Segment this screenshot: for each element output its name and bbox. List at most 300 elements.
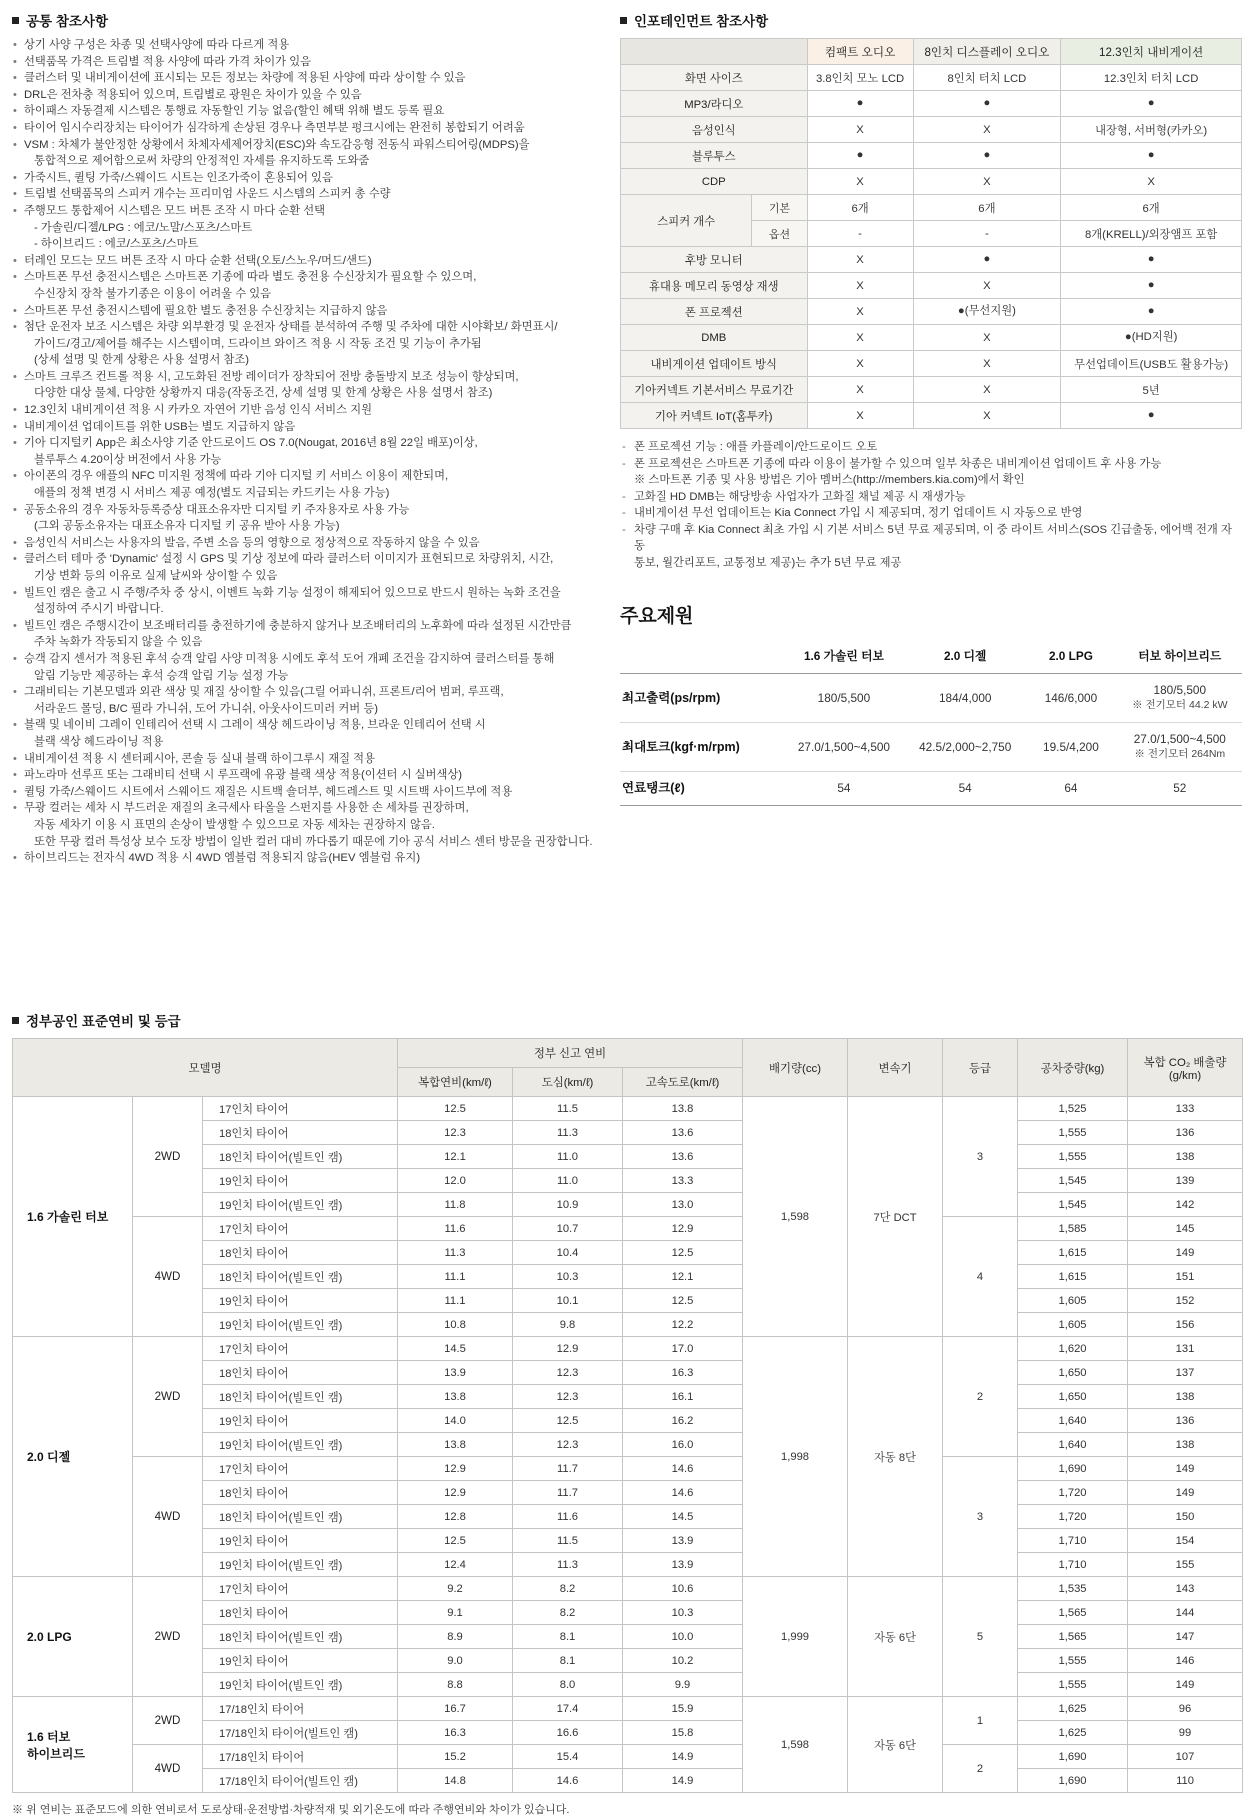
row-label: MP3/라디오 [621,91,808,117]
table-cell: ● [1061,143,1242,169]
displacement-cell: 1,598 [743,1697,848,1793]
table-cell-weight: 1,710 [1018,1529,1128,1553]
infotainment-note-item: - 폰 프로젝션은 스마트폰 기종에 따라 이용이 불가할 수 있으며 일부 차종은 내비게이션 업데이트 후 사용 가능 [620,456,1242,473]
common-note-item: • 내비게이션 적용 시 센터페시아, 콘솔 등 실내 블랙 하이그루시 재질 적용 [12,752,602,768]
table-cell-co2: 143 [1128,1577,1243,1601]
table-cell-highway: 12.5 [623,1241,743,1265]
table-cell: 내장형, 서버형(카카오) [1061,117,1242,143]
table-cell-tire: 17인치 타이어 [203,1097,398,1121]
table-cell-highway: 16.3 [623,1361,743,1385]
infotainment-note-item: 통보, 월간리포트, 교통정보 제공)는 추가 5년 무료 제공 [634,556,902,569]
table-cell-city: 8.1 [513,1625,623,1649]
grade-cell: 2 [943,1745,1018,1793]
table-cell-tire: 17인치 타이어 [203,1337,398,1361]
table-cell-co2: 139 [1128,1169,1243,1193]
drive-type-cell: 4WD [133,1217,203,1337]
common-note-item: • 스마트폰 무선 충전시스템에 필요한 별도 충전용 수신장치는 지급하지 않음 [12,304,602,320]
table-cell-combined: 9.2 [398,1577,513,1601]
table-cell-combined: 12.5 [398,1529,513,1553]
table-cell-tire: 19인치 타이어 [203,1409,398,1433]
table-cell-co2: 99 [1128,1721,1243,1745]
table-cell-tire: 17/18인치 타이어(빌트인 캠) [203,1769,398,1793]
table-cell-tire: 19인치 타이어(빌트인 캠) [203,1193,398,1217]
table-cell-tire: 18인치 타이어 [203,1481,398,1505]
table-cell-city: 11.5 [513,1529,623,1553]
grade-cell: 5 [943,1577,1018,1697]
common-note-item: • 주행모드 통합제어 시스템은 모드 버튼 조작 시 마다 순환 선택 [12,204,602,220]
table-cell-tire: 17인치 타이어 [203,1577,398,1601]
common-notes-heading [12,10,602,30]
table-header-row [621,39,1242,65]
table-cell-city: 8.2 [513,1601,623,1625]
table-cell-city: 12.9 [513,1337,623,1361]
common-note-item: • 하이패스 자동결제 시스템은 통행료 자동할인 기능 없음(할인 혜택 위해 별도 등록 필요 [12,104,602,120]
table-cell-weight: 1,690 [1018,1457,1128,1481]
table-cell-tire: 19인치 타이어 [203,1649,398,1673]
table-cell-tire: 19인치 타이어 [203,1289,398,1313]
table-cell-combined: 10.8 [398,1313,513,1337]
header-displacement: 배기량(cc) [743,1039,848,1097]
table-cell-co2: 145 [1128,1217,1243,1241]
table-cell-city: 17.4 [513,1697,623,1721]
header-transmission: 변속기 [848,1039,943,1097]
common-note-item: • 빌트인 캠은 주행시간이 보조배터리를 충전하기에 충분하지 않거나 보조배터리의 노후화에 따라 설정된 시간만큼 [12,619,602,635]
table-cell-highway: 13.9 [623,1553,743,1577]
infotainment-notes-list [620,439,1242,571]
grade-cell: 4 [943,1217,1018,1337]
table-cell: - [807,221,913,247]
table-cell-city: 11.3 [513,1553,623,1577]
table-cell: 27.0/1,500~4,500 [782,723,906,772]
table-cell-weight: 1,720 [1018,1481,1128,1505]
common-note-item: • 스마트 크루즈 컨트롤 적용 시, 고도화된 전방 레이더가 장착되어 전방 충돌방지 보조 성능이 향상되며, [12,370,602,386]
common-note-item: 가이드/경고/제어를 해주는 시스템이며, 드라이브 와이즈 적용 시 작동 조건 및 기능이 추가됨 [34,337,482,350]
table-row [621,351,1242,377]
table-cell: X [807,273,913,299]
common-note-item: • 첨단 운전자 보조 시스템은 차량 외부환경 및 운전자 상태를 분석하여 주행 및 주차에 대한 시야확보/ 화면표시/ [12,320,602,336]
table-cell-city: 11.6 [513,1505,623,1529]
row-label: 폰 프로젝션 [621,299,808,325]
spec-row-label: 최대토크(kgf·m/rpm) [620,723,782,772]
drive-type-cell: 2WD [133,1577,203,1697]
table-cell-city: 11.0 [513,1145,623,1169]
table-cell-tire: 19인치 타이어(빌트인 캠) [203,1433,398,1457]
table-cell: ● [807,91,913,117]
table-cell-combined: 16.7 [398,1697,513,1721]
table-cell-weight: 1,585 [1018,1217,1128,1241]
table-cell: X [807,299,913,325]
common-note-item: 서라운드 몰딩, B/C 필라 가니쉬, 도어 가니쉬, 아웃사이드미러 커버 등) [34,702,378,715]
common-notes-list [12,38,602,867]
spec-row-label: 최고출력(ps/rpm) [620,674,782,723]
table-cell-co2: 149 [1128,1673,1243,1697]
common-note-item: • 클러스터 테마 중 'Dynamic' 설정 시 GPS 및 기상 정보에 따라 클러스터 이미지가 표현되므로 차량위치, 시간, [12,552,602,568]
table-cell-combined: 15.2 [398,1745,513,1769]
table-cell-weight: 1,690 [1018,1769,1128,1793]
table-cell-weight: 1,605 [1018,1313,1128,1337]
table-row [621,273,1242,299]
drive-type-cell: 4WD [133,1745,203,1793]
row-label: 음성인식 [621,117,808,143]
table-cell: X [807,377,913,403]
table-cell-co2: 107 [1128,1745,1243,1769]
table-cell-weight: 1,545 [1018,1169,1128,1193]
infotainment-table-head [621,39,1242,65]
displacement-cell: 1,999 [743,1577,848,1697]
displacement-cell: 1,998 [743,1337,848,1577]
table-cell-co2: 136 [1128,1409,1243,1433]
grade-cell: 2 [943,1337,1018,1457]
drive-type-cell: 4WD [133,1457,203,1577]
main-spec-title: 주요제원 [620,606,694,627]
spec-header-lpg: 2.0 LPG [1024,638,1117,674]
table-cell-tire: 18인치 타이어 [203,1241,398,1265]
table-cell-co2: 144 [1128,1601,1243,1625]
table-cell: 54 [906,772,1024,806]
table-cell-co2: 110 [1128,1769,1243,1793]
header-8inch-display-audio: 8인치 디스플레이 오디오 [913,39,1061,65]
table-cell: ● [913,143,1061,169]
table-cell: X [913,351,1061,377]
common-note-item: 또한 무광 컬러 특성상 보수 도장 방법이 일반 컬러 대비 까다롭기 때문에 기아 공식 서비스 센터 방문을 권장합니다. [34,835,593,848]
common-note-item: • 빌트인 캠은 출고 시 주행/주차 중 상시, 이벤트 녹화 기능 설정이 해제되어 있으므로 반드시 원하는 녹화 조건을 [12,586,602,602]
table-cell-highway: 9.9 [623,1673,743,1697]
table-cell-weight: 1,625 [1018,1721,1128,1745]
table-cell-co2: 149 [1128,1457,1243,1481]
common-note-item: - 가솔린/디젤/LPG : 에코/노말/스포츠/스마트 [34,221,253,234]
table-cell-city: 10.4 [513,1241,623,1265]
table-cell: ● [1061,91,1242,117]
table-cell-highway: 14.9 [623,1745,743,1769]
transmission-cell: 자동 6단 [848,1697,943,1793]
table-cell: ● [1061,403,1242,429]
table-cell-tire: 18인치 타이어(빌트인 캠) [203,1385,398,1409]
table-cell-tire: 17/18인치 타이어 [203,1745,398,1769]
table-cell-tire: 18인치 타이어(빌트인 캠) [203,1145,398,1169]
infotainment-section [620,10,1242,806]
table-cell-highway: 12.1 [623,1265,743,1289]
common-note-item: • 음성인식 서비스는 사용자의 발음, 주변 소음 등의 영향으로 정상적으로 작동하지 않을 수 있음 [12,536,602,552]
common-note-item: • 클러스터 및 내비게이션에 표시되는 모든 정보는 차량에 적용된 사양에 따라 상이할 수 있음 [12,71,602,87]
table-cell-city: 11.7 [513,1481,623,1505]
table-cell: X [807,247,913,273]
table-cell-combined: 12.9 [398,1457,513,1481]
table-cell: 3.8인치 모노 LCD [807,65,913,91]
table-cell-weight: 1,640 [1018,1433,1128,1457]
table-cell: ● [913,91,1061,117]
header-grade: 등급 [943,1039,1018,1097]
table-cell-tire: 18인치 타이어 [203,1361,398,1385]
row-label: CDP [621,169,808,195]
table-cell-combined: 14.0 [398,1409,513,1433]
table-cell-combined: 12.0 [398,1169,513,1193]
fuel-table-head [13,1039,1243,1097]
table-cell: 54 [782,772,906,806]
table-row [621,325,1242,351]
table-cell-highway: 13.6 [623,1121,743,1145]
header-co2 [1128,1039,1243,1097]
table-row [621,403,1242,429]
table-cell-city: 15.4 [513,1745,623,1769]
table-header-row [13,1039,1243,1068]
table-cell-highway: 15.9 [623,1697,743,1721]
table-cell-combined: 13.9 [398,1361,513,1385]
common-note-item: 주차 녹화가 작동되지 않을 수 있음 [34,636,203,649]
row-label: 기아 커넥트 IoT(홈투카) [621,403,808,429]
row-label: 후방 모니터 [621,247,808,273]
fuel-economy-table [12,1038,1243,1793]
table-cell-weight: 1,720 [1018,1505,1128,1529]
infotainment-title: 인포테인먼트 참조사항 [634,14,769,29]
table-cell-city: 12.5 [513,1409,623,1433]
table-cell: ● [807,143,913,169]
common-note-item: 애플의 정책 변경 시 서비스 제공 예정(별도 지급되는 카드키는 사용 가능) [34,487,390,500]
table-cell-combined: 12.4 [398,1553,513,1577]
table-cell-co2: 147 [1128,1625,1243,1649]
table-cell-highway: 13.3 [623,1169,743,1193]
fuel-economy-title: 정부공인 표준연비 및 등급 [26,1014,181,1029]
model-name-cell: 1.6 터보 하이브리드 [13,1697,133,1793]
table-cell-city: 11.0 [513,1169,623,1193]
table-cell-highway: 12.2 [623,1313,743,1337]
common-note-item: • 무광 컬러는 세차 시 부드러운 재질의 초극세사 타올을 스펀지를 사용한 손 세차를 권장하며, [12,801,602,817]
common-note-item: • 퀼팅 가죽/스웨이드 시트에서 스웨이드 재질은 시트백 숄더부, 헤드레스트 및 시트백 사이드부에 적용 [12,785,602,801]
table-cell-tire: 17인치 타이어 [203,1457,398,1481]
table-cell-weight: 1,555 [1018,1121,1128,1145]
row-label: 내비게이션 업데이트 방식 [621,351,808,377]
spec-header-diesel: 2.0 디젤 [906,638,1024,674]
spec-subnote: ※ 전기모터 44.2 kW [1132,699,1228,711]
table-cell: X [913,403,1061,429]
table-cell-weight: 1,620 [1018,1337,1128,1361]
table-cell-co2: 149 [1128,1481,1243,1505]
common-note-item: 블루투스 4.20이상 버전에서 사용 가능 [34,453,222,466]
table-cell-co2: 156 [1128,1313,1243,1337]
table-cell: 52 [1118,772,1242,806]
common-note-item: • 승객 감지 센서가 적용된 후석 승객 알림 사양 미적용 시에도 후석 도어 개폐 조건을 감지하여 클러스터를 통해 [12,652,602,668]
row-label: 스피커 개수 [621,195,752,247]
infotainment-note-item: - 차량 구매 후 Kia Connect 최초 가입 시 기본 서비스 5년 무료 제공되며, 이 중 라이트 서비스(SOS 긴급출동, 에어백 전개 자동 [620,522,1242,555]
table-cell-combined: 9.0 [398,1649,513,1673]
table-cell: ● [1061,273,1242,299]
drive-type-cell: 2WD [133,1097,203,1217]
table-cell: 180/5,500 [782,674,906,723]
table-cell-city: 14.6 [513,1769,623,1793]
table-cell-co2: 146 [1128,1649,1243,1673]
table-cell-city: 16.6 [513,1721,623,1745]
table-cell-co2: 137 [1128,1361,1243,1385]
fuel-economy-section [12,1010,1242,1817]
table-cell-highway: 12.9 [623,1217,743,1241]
table-cell-city: 8.2 [513,1577,623,1601]
table-cell-highway: 14.5 [623,1505,743,1529]
table-cell-highway: 14.6 [623,1481,743,1505]
table-cell-co2: 136 [1128,1121,1243,1145]
row-label: 기아커넥트 기본서비스 무료기간 [621,377,808,403]
table-cell-highway: 13.8 [623,1097,743,1121]
common-note-item: • VSM : 차체가 불안정한 상황에서 차체자세제어장치(ESC)와 속도감응형 전동식 파워스티어링(MDPS)을 [12,138,602,154]
table-cell: 8인치 터치 LCD [913,65,1061,91]
table-cell-combined: 11.6 [398,1217,513,1241]
table-cell-highway: 16.2 [623,1409,743,1433]
common-note-item: 수신장치 장착 불가기종은 이용이 어려울 수 있음 [34,287,272,300]
table-cell: X [913,169,1061,195]
table-cell-city: 12.3 [513,1433,623,1457]
spec-header-gasoline-turbo: 1.6 가솔린 터보 [782,638,906,674]
table-cell: ● [1061,299,1242,325]
row-label: DMB [621,325,808,351]
fuel-economy-heading [12,1010,1242,1030]
table-row [621,247,1242,273]
header-blank [621,39,808,65]
common-note-item: • 파노라마 선루프 또는 그래비티 선택 시 루프랙에 유광 블랙 색상 적용(이션터 시 실버색상) [12,768,602,784]
table-cell-highway: 14.6 [623,1457,743,1481]
row-sublabel: 기본 [752,195,807,221]
table-row [621,91,1242,117]
header-co2-line1: 복합 CO₂ 배출량 [1143,1056,1227,1069]
infotainment-note-item: - 고화질 HD DMB는 해당방송 사업자가 고화질 채널 제공 시 재생가능 [620,489,1242,506]
drive-type-cell: 2WD [133,1697,203,1745]
table-cell-tire: 18인치 타이어 [203,1601,398,1625]
model-name-cell: 2.0 LPG [13,1577,133,1697]
table-row [13,1097,1243,1121]
table-row [13,1697,1243,1721]
grade-cell: 3 [943,1097,1018,1217]
table-cell-combined: 11.8 [398,1193,513,1217]
table-cell-tire: 18인치 타이어(빌트인 캠) [203,1625,398,1649]
table-cell-weight: 1,565 [1018,1625,1128,1649]
table-cell-combined: 8.9 [398,1625,513,1649]
table-cell: 64 [1024,772,1117,806]
table-cell: 6개 [913,195,1061,221]
header-model-name: 모델명 [13,1039,398,1097]
spec-row-label: 연료탱크(ℓ) [620,772,782,806]
table-cell-combined: 11.3 [398,1241,513,1265]
table-cell-weight: 1,545 [1018,1193,1128,1217]
row-label: 블루투스 [621,143,808,169]
table-cell-weight: 1,615 [1018,1265,1128,1289]
table-cell: ●(HD지원) [1061,325,1242,351]
common-note-item: 설정하여 주시기 바랍니다. [34,603,164,616]
infotainment-note-item: ※ 스마트폰 기종 및 사용 방법은 기아 멤버스(http://members.kia.com)에서 확인 [634,474,1025,486]
common-note-item: • 선택품목 가격은 트림별 적용 사양에 따라 가격 차이가 있음 [12,55,602,71]
table-cell-highway: 10.3 [623,1601,743,1625]
table-cell-combined: 13.8 [398,1433,513,1457]
table-cell-city: 12.3 [513,1385,623,1409]
table-cell-co2: 138 [1128,1145,1243,1169]
common-note-item: 통합적으로 제어함으로써 차량의 안정적인 자세를 유지하도록 도와줌 [34,155,370,168]
infotainment-heading [620,10,1242,30]
table-cell-co2: 149 [1128,1241,1243,1265]
table-cell: 180/5,500 ※ 전기모터 44.2 kW [1118,674,1242,723]
common-note-item: • 블랙 및 네이비 그레이 인테리어 선택 시 그레이 색상 헤드라이닝 적용, 브라운 인테리어 선택 시 [12,718,602,734]
common-note-item: • 가죽시트, 퀼팅 가죽/스웨이드 시트는 인조가죽이 혼용되어 있음 [12,171,602,187]
main-spec-body [620,674,1242,806]
table-cell: 146/6,000 [1024,674,1117,723]
infotainment-note-item: - 폰 프로젝션 기능 : 애플 카플레이/안드로이드 오토 [620,439,1242,456]
common-note-item: 자동 세차기 이용 시 표면의 손상이 발생할 수 있으므로 자동 세차는 권장하지 않음. [34,818,435,831]
table-cell: 42.5/2,000~2,750 [906,723,1024,772]
displacement-cell: 1,598 [743,1097,848,1337]
table-cell: ●(무선지원) [913,299,1061,325]
model-name-cell: 2.0 디젤 [13,1337,133,1577]
table-cell: X [913,273,1061,299]
table-cell-tire: 18인치 타이어(빌트인 캠) [203,1265,398,1289]
table-cell-weight: 1,565 [1018,1601,1128,1625]
table-cell-tire: 17인치 타이어 [203,1217,398,1241]
table-header-row [620,638,1242,674]
table-cell-highway: 10.0 [623,1625,743,1649]
table-cell-co2: 155 [1128,1553,1243,1577]
common-note-item: • 기아 디지털키 App은 최소사양 기준 안드로이드 OS 7.0(Nougat, 2016년 8월 22일 배포)이상, [12,436,602,452]
common-note-item: (그외 공동소유자는 대표소유자 디지털 키 공유 받아 사용 가능) [34,520,340,533]
common-note-item: • 내비게이션 업데이트를 위한 USB는 별도 지급하지 않음 [12,420,602,436]
common-note-item: • 타이어 임시수리장치는 타이어가 심각하게 손상된 경우나 측면부분 펑크시에는 완전히 봉합되기 어려움 [12,121,602,137]
table-cell: - [913,221,1061,247]
table-cell-weight: 1,555 [1018,1673,1128,1697]
common-note-item: • 스마트폰 무선 충전시스템은 스마트폰 기종에 따라 별도 충전용 수신장치가 필요할 수 있으며, [12,270,602,286]
table-row [13,1745,1243,1769]
table-cell-co2: 154 [1128,1529,1243,1553]
table-row [621,65,1242,91]
table-cell-tire: 19인치 타이어 [203,1169,398,1193]
transmission-cell: 자동 6단 [848,1577,943,1697]
table-cell: 8개(KRELL)/외장앰프 포함 [1061,221,1242,247]
grade-cell: 3 [943,1457,1018,1577]
table-cell: 무선업데이트(USB도 활용가능) [1061,351,1242,377]
table-cell-weight: 1,555 [1018,1145,1128,1169]
table-row [621,143,1242,169]
table-cell-city: 9.8 [513,1313,623,1337]
table-cell-tire: 18인치 타이어 [203,1121,398,1145]
common-note-item: (상세 설명 및 한계 상황은 사용 설명서 참조) [34,354,250,367]
common-note-item: • 상기 사양 구성은 차종 및 선택사양에 따라 다르게 적용 [12,38,602,54]
table-cell-co2: 133 [1128,1097,1243,1121]
table-cell: 184/4,000 [906,674,1024,723]
table-cell: X [913,377,1061,403]
header-city: 도심(km/ℓ) [513,1068,623,1097]
table-cell: 12.3인치 터치 LCD [1061,65,1242,91]
table-cell-highway: 10.2 [623,1649,743,1673]
table-row [621,117,1242,143]
table-cell-weight: 1,535 [1018,1577,1128,1601]
grade-cell: 1 [943,1697,1018,1745]
table-cell-city: 11.3 [513,1121,623,1145]
table-cell-weight: 1,605 [1018,1289,1128,1313]
common-note-item: • DRL은 전차충 적용되어 있으며, 트림별로 광원은 차이가 있을 수 있음 [12,88,602,104]
table-cell-city: 8.0 [513,1673,623,1697]
table-cell-weight: 1,640 [1018,1409,1128,1433]
table-cell-highway: 17.0 [623,1337,743,1361]
table-cell-combined: 12.8 [398,1505,513,1529]
common-note-item: • 터레인 모드는 모드 버튼 조작 시 마다 순환 선택(오토/스노우/머드/샌드) [12,254,602,270]
table-cell: ● [1061,247,1242,273]
table-cell-city: 10.9 [513,1193,623,1217]
table-row [621,169,1242,195]
table-cell-tire: 19인치 타이어 [203,1529,398,1553]
row-sublabel: 옵션 [752,221,807,247]
table-cell-co2: 96 [1128,1697,1243,1721]
table-cell: X [807,403,913,429]
table-cell-highway: 13.0 [623,1193,743,1217]
table-cell: X [807,351,913,377]
fuel-footnote: ※ 위 연비는 표준모드에 의한 연비로서 도로상태·운전방법·차량적재 및 외기온도에 따라 주행연비와 차이가 있습니다. [12,1804,570,1816]
table-cell: X [1061,169,1242,195]
header-12inch-navigation: 12.3인치 내비게이션 [1061,39,1242,65]
table-cell-weight: 1,615 [1018,1241,1128,1265]
table-cell-city: 8.1 [513,1649,623,1673]
model-name-cell: 1.6 가솔린 터보 [13,1097,133,1337]
